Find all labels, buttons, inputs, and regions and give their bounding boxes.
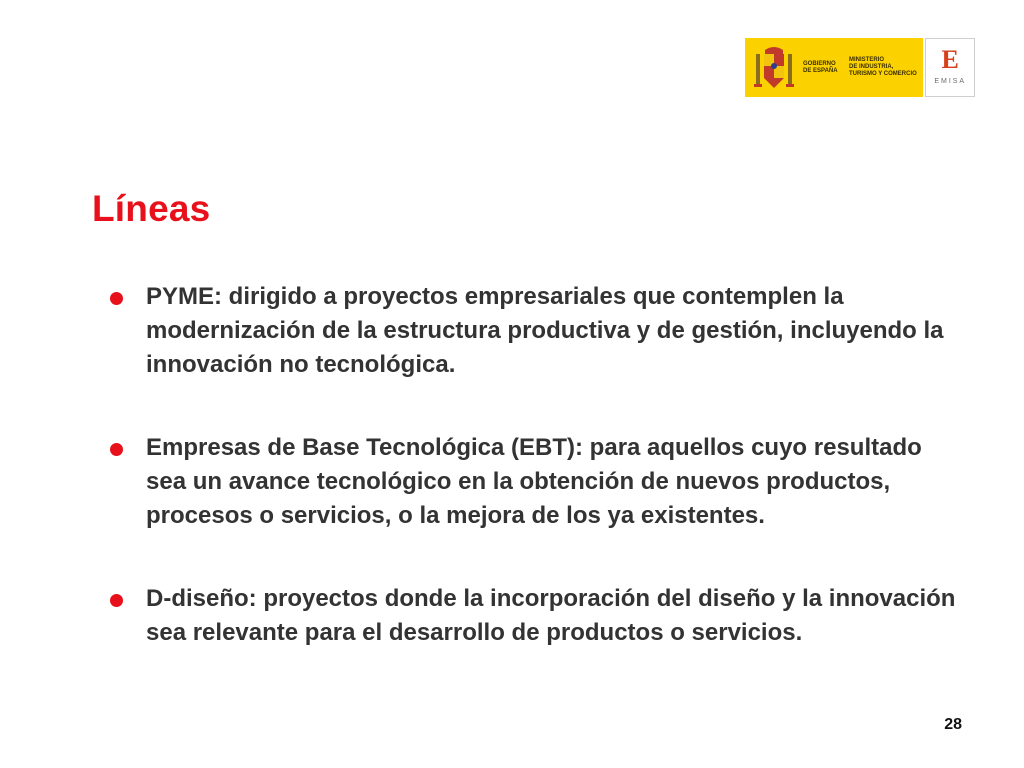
bullet-text: Empresas de Base Tecnológica (EBT): para aquellos cuyo resultado sea un avance tecnológico en la obtención de nuevos productos, procesos o servicios, o la mejora de los ya existentes. xyxy=(146,434,922,529)
bullet-list xyxy=(108,280,968,699)
emisa-word: EMISA xyxy=(934,78,967,85)
emisa-logo xyxy=(925,38,975,97)
ministry-label: MINISTERIO DE INDUSTRIA, TURISMO Y COMERCIO xyxy=(849,57,917,77)
government-banner xyxy=(745,38,923,97)
list-item xyxy=(108,431,968,533)
page-number: 28 xyxy=(944,716,962,733)
bullet-text: PYME: dirigido a proyectos empresariales que contemplen la modernización de la estructura productiva y de gestión, incluyendo la innovación no tecnológica. xyxy=(146,283,944,378)
header-logos xyxy=(745,38,975,97)
emisa-letter: E xyxy=(941,45,959,74)
coat-of-arms-icon xyxy=(753,44,795,92)
bullet-icon xyxy=(110,292,123,305)
bullet-icon xyxy=(110,594,123,607)
slide-title: Líneas xyxy=(92,188,211,229)
gov-label: GOBIERNO DE ESPAÑA xyxy=(803,60,838,74)
list-item xyxy=(108,280,968,382)
bullet-icon xyxy=(110,443,123,456)
list-item xyxy=(108,582,968,650)
bullet-text: D-diseño: proyectos donde la incorporación del diseño y la innovación sea relevante para el desarrollo de productos o servicios. xyxy=(146,585,956,646)
